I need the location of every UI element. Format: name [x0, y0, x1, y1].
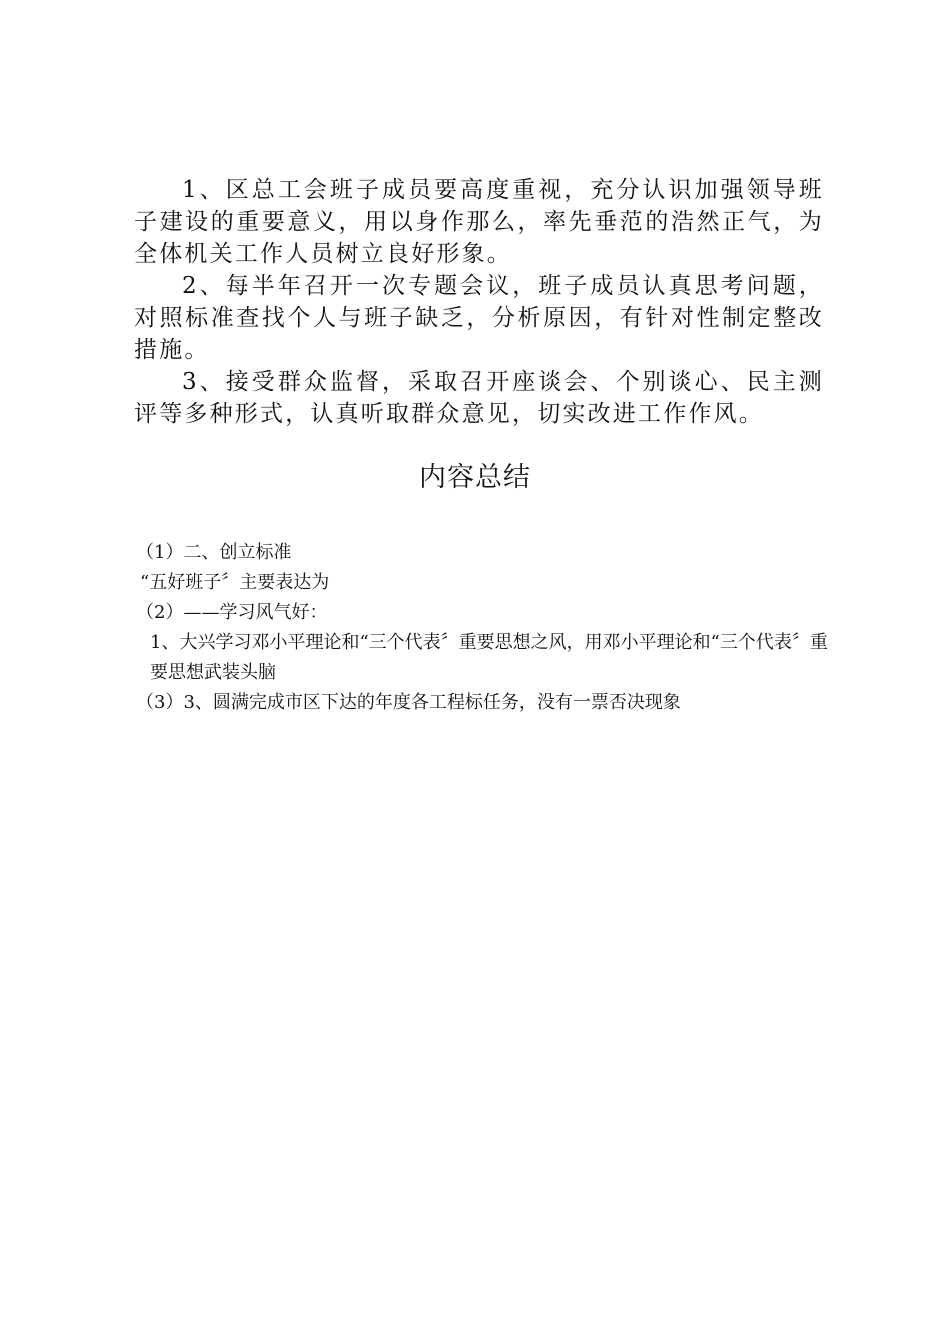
summary-item-3: （2）——学习风气好： — [136, 602, 328, 623]
summary-item-1: （1）二、创立标准 — [136, 542, 292, 563]
body-paragraph-2: 2、每半年召开一次专题会议，班子成员认真思考问题，对照标准查找个人与班子缺乏，分析原因，有针对性制定整改措施。 — [134, 273, 824, 363]
summary-title: 内容总结 — [419, 462, 531, 493]
body-paragraph-1: 1、区总工会班子成员要高度重视，充分认识加强领导班子建设的重要意义，用以身作那么，率先垂范的浩然正气，为全体机关工作人员树立良好形象。 — [134, 177, 824, 267]
summary-item-5: （3）3、圆满完成市区下达的年度各工程标任务，没有一票否决现象 — [136, 692, 681, 713]
summary-item-4: 1、大兴学习邓小平理论和“三个代表〞重要思想之风，用邓小平理论和“三个代表〞重要思想武装头脑 — [150, 632, 828, 683]
document-body — [134, 174, 824, 430]
summary-list — [136, 538, 830, 718]
body-paragraph-3: 3、接受群众监督，采取召开座谈会、个别谈心、民主测评等多种形式，认真听取群众意见，切实改进工作作风。 — [134, 369, 824, 427]
summary-item-2: “五好班子〞主要表达为 — [140, 572, 330, 593]
